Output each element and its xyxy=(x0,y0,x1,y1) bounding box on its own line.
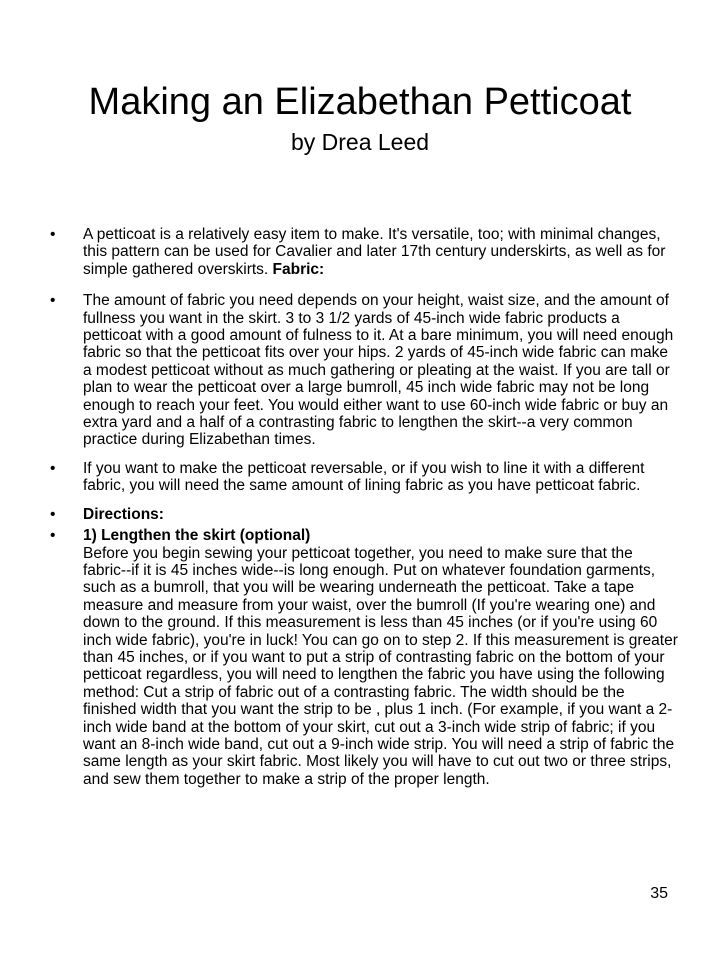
bullet-directions xyxy=(50,506,678,523)
intro-text: A petticoat is a relatively easy item to make. It's versatile, too; with minimal changes, this pattern can be used for Cavalier and later 17th century underskirts, as well as for simple gathered overskirts. xyxy=(83,226,666,278)
bullet-dot-icon: • xyxy=(50,459,56,477)
step1-heading: 1) Lengthen the skirt (optional) xyxy=(83,527,311,545)
page-number: 35 xyxy=(650,885,668,902)
title-block xyxy=(0,80,720,156)
step1-body: Before you begin sewing your petticoat together, you need to make sure that the fabric--if it is 45 inches wide--is long enough. Put on whatever foundation garments, such as a bumroll, that you will be wearing underneath the petticoat. Take a tape measure and measure from your waist, over the bumroll (If you're wearing one) and down to the ground. If this measurement is less than 45 inches (or if you're using 60 inch wide fabric), you're in luck! You can go on to step 2. If this measurement is greater than 45 inches, or if you want to put a strip of contrasting fabric on the bottom of your petticoat regardless, you will need to lengthen the fabric you have using the following method: Cut a strip of fabric out of a contrasting fabric. The width should be the finished width that you want the strip to be , plus 1 inch. (For example, if you want a 2-inch wide band at the bottom of your skirt, cut out a 3-inch wide strip of fabric; if you want an 8-inch wide band, cut out a 9-inch wide strip. You will need a strip of fabric the same length as your skirt fabric. Most likely you will have to cut out two or three strips, and sew them together to make a strip of the proper length. xyxy=(83,544,678,788)
bullet-intro xyxy=(50,226,678,278)
bullet-dot-icon: • xyxy=(50,292,56,310)
reversable-text: If you want to make the petticoat reversable, or if you wish to line it with a different fabric, you will need the same amount of lining fabric as you have petticoat fabric. xyxy=(83,459,645,495)
bullet-fabric-amount xyxy=(50,292,678,449)
bullet-dot-icon: • xyxy=(50,505,56,523)
directions-heading: Directions: xyxy=(83,505,164,523)
fabric-amount-text: The amount of fabric you need depends on your height, waist size, and the amount of fullness you want in the skirt. 3 to 3 1/2 yards of 45-inch wide fabric products a petticoat with a good amount of fulness to it. At a bare minimum, you will need enough fabric so that the petticoat fits over your hips. 2 yards of 45-inch wide fabric can make a modest petticoat without as much gathering or pleating at the waist. If you are tall or plan to wear the petticoat over a large bumroll, 45 inch wide fabric may not be long enough to reach your feet. You would either want to use 60-inch wide fabric or buy an extra yard and a half of a contrasting fabric to lengthen the skirt--a very common practice during Elizabethan times. xyxy=(83,292,674,449)
bullet-step1 xyxy=(50,527,678,788)
bullet-dot-icon: • xyxy=(50,527,56,545)
byline: by Drea Leed xyxy=(290,129,430,155)
bullet-reversable xyxy=(50,460,678,495)
bullet-dot-icon: • xyxy=(50,226,56,243)
bullet-list xyxy=(50,226,678,799)
fabric-heading: Fabric: xyxy=(272,260,325,278)
page-title: Making an Elizabethan Petticoat xyxy=(88,81,632,123)
